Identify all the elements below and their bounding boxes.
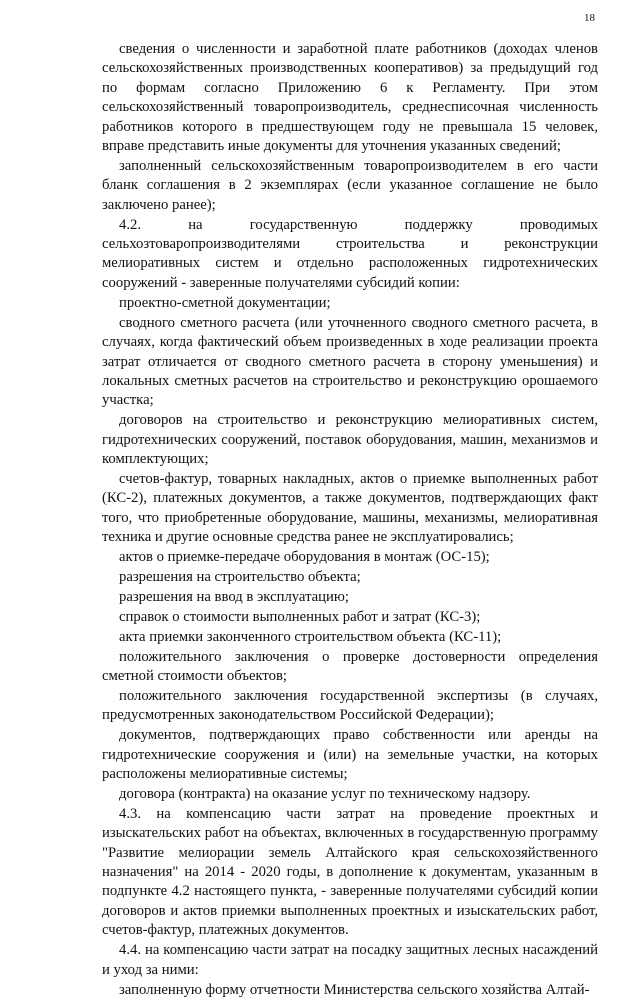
paragraph: акта приемки законченного строительством объекта (КС-11); [119,628,502,645]
paragraph: положительного заключения о проверке достоверности определения сметной стоимости объектов; [102,648,598,684]
paragraph: заполненную форму отчетности Министерства сельского хозяйства Алтай- [119,981,590,998]
paragraph: договоров на строительство и реконструкцию мелиоративных систем, гидротехнических сооружений, поставок оборудования, машин, механизмов и комплектующих; [102,412,598,468]
document-body [102,40,598,1000]
paragraph: сведения о численности и заработной плате работников (доходах членов сельскохозяйственных производственных кооперативов) за предыдущий год по формам согласно Приложению 6 к Регламенту. При этом сельскохозяйственный товаропроизводитель, среднесписочная численность работников которого в предшествующем году не превышала 15 человек, вправе представить иные документы для уточнения указанных сведений; [102,41,598,155]
paragraph: сводного сметного расчета (или уточненного сводного сметного расчета, в случаях, когда фактический объем произведенных в ходе реализации проекта затрат отличается от сводного сметного расчета в сторону уменьшения) и локальных сметных расчетов на строительство и реконструкцию орошаемого участка; [102,314,598,409]
paragraph: 4.2. на государственную поддержку проводимых сельхозтоваропроизводителями строительства и реконструкции мелиоративных систем и отдельно расположенных гидротехнических сооружений - заверенные получателями субсидий копии: [102,216,598,291]
paragraph: договора (контракта) на оказание услуг по техническому надзору. [119,785,531,802]
paragraph: заполненный сельскохозяйственным товаропроизводителем в его части бланк соглашения в 2 экземплярах (если указанное соглашение не было заключено ранее); [102,157,598,213]
paragraph: 4.3. на компенсацию части затрат на проведение проектных и изыскательских работ на объектах, включенных в государственную программу "Развитие мелиорации земель Алтайского края сельскохозяйственного назначения" на 2014 - 2020 годы, в дополнение к документам, указанным в подпункте 4.2 настоящего пункта, - заверенные получателями субсидий копии договоров и актов приемки выполненных проектных и изыскательских работ, счетов-фактур, платежных документов. [102,805,598,939]
paragraph: справок о стоимости выполненных работ и затрат (КС-3); [119,608,481,625]
paragraph: разрешения на ввод в эксплуатацию; [119,588,349,605]
paragraph: документов, подтверждающих право собственности или аренды на гидротехнические сооружения и (или) на земельные участки, на которых расположены мелиоративные системы; [102,727,598,783]
paragraph: проектно-сметной документации; [119,294,331,311]
paragraph: 4.4. на компенсацию части затрат на посадку защитных лесных насаждений и уход за ними: [102,942,598,978]
page-number: 18 [584,12,595,24]
paragraph: актов о приемке-передаче оборудования в монтаж (ОС-15); [119,549,490,566]
paragraph: разрешения на строительство объекта; [119,568,361,585]
paragraph: положительного заключения государственной экспертизы (в случаях, предусмотренных законодательством Российской Федерации); [102,687,598,724]
paragraph: счетов-фактур, товарных накладных, актов о приемке выполненных работ (КС-2), платежных документов, а также документов, подтверждающих факт того, что приобретенные оборудование, машины, механизмы, мелиоративная техника и другие основные средства ранее не эксплуатировались; [102,470,598,546]
